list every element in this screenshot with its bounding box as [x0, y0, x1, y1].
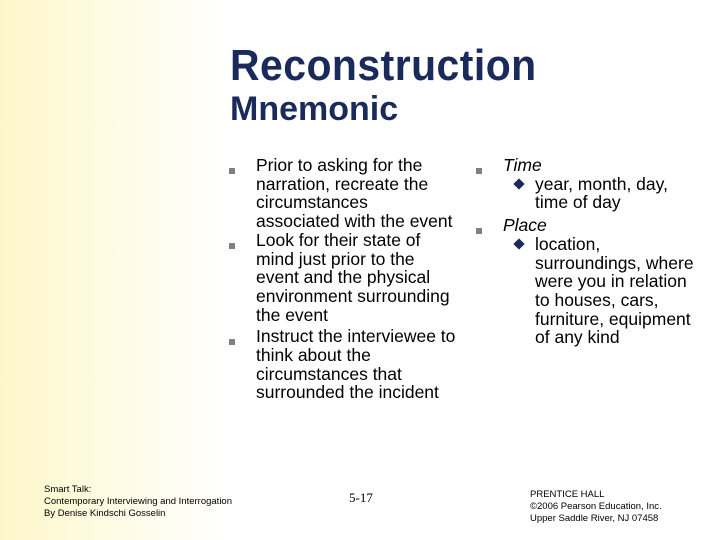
square-bullet-icon [229, 168, 235, 174]
list-item-text: Instruct the interviewee to think about the circumstances that surrounded the incident [256, 326, 456, 403]
list-item-label: Time [503, 155, 542, 175]
sub-list-item-text: year, month, day, time of day [535, 173, 668, 213]
sub-list-item-text: location, surroundings, where were you in relation to houses, cars, furniture, equipment of any kind [535, 233, 694, 348]
slide-background-gradient [0, 0, 230, 540]
slide-title-line2: Mnemonic [230, 90, 399, 128]
footer-book-label: Smart Talk: [44, 484, 92, 495]
square-bullet-icon [476, 168, 482, 174]
left-bullet-list [256, 156, 456, 402]
sub-list-item [503, 235, 703, 347]
page-number: 5-17 [349, 490, 373, 505]
footer-copyright: ©2006 Pearson Education, Inc. [530, 501, 662, 512]
diamond-bullet-icon [513, 178, 524, 189]
diamond-bullet-icon [513, 238, 524, 249]
list-item [256, 327, 456, 402]
list-item-text: Prior to asking for the narration, recreate the circumstances associated with the event [256, 155, 453, 232]
right-bullet-list [503, 156, 703, 347]
footer-book-title: Contemporary Interviewing and Interrogation [44, 496, 232, 507]
footer-publisher-info [530, 489, 662, 525]
list-item-label: Place [503, 215, 547, 236]
footer-book-info [44, 484, 232, 520]
footer-publisher-name: PRENTICE HALL [530, 489, 605, 500]
list-item [256, 156, 456, 231]
list-item-text: Look for their state of mind just prior to the event and the physical environment surrounding the event [256, 229, 450, 325]
square-bullet-icon [229, 339, 235, 345]
footer-address: Upper Saddle River, NJ 07458 [530, 513, 659, 524]
square-bullet-icon [229, 243, 235, 249]
list-item [503, 216, 703, 347]
square-bullet-icon [476, 228, 482, 234]
list-item [503, 156, 703, 212]
footer-book-author: By Denise Kindschi Gosselin [44, 508, 166, 519]
slide-title-line1: Reconstruction [230, 41, 537, 90]
list-item [256, 231, 456, 325]
sub-list-item [503, 175, 703, 212]
